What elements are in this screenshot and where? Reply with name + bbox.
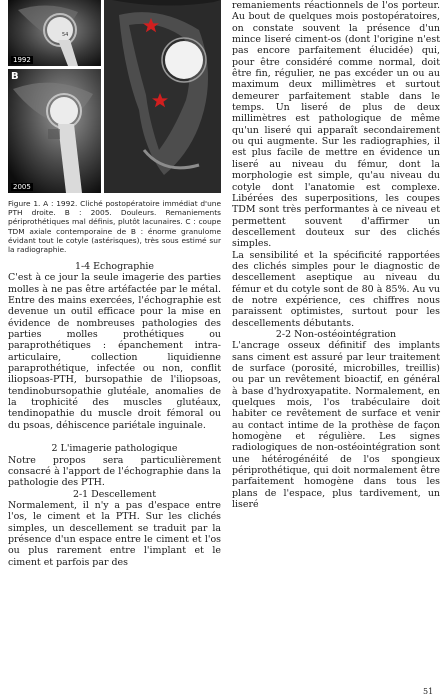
paragraph-descellement: Normalement, il n'y a pas d'espace entre l'os, le ciment et la PTH. Sur les clichés simples, un descellement se traduit par la présence d'un espace entre le ciment et l'os ou plus rarement entre l'implant et le ciment et parfois par des <box>8 499 221 568</box>
panel-a-year-label: 1992 <box>13 56 31 64</box>
paragraph-imagerie-pathologique: Notre propos sera particulièrement consacré à l'apport de l'échographie dans la pathologie des PTH. <box>8 454 221 489</box>
panel-b-year-label: 2005 <box>13 183 31 191</box>
radiograph-panel-b <box>8 69 101 193</box>
figure-caption: Figure 1. A : 1992. Cliché postopératoire immédiat d'une PTH droite. B : 2005. Douleurs. Remaniements périprothétiques mal définis, plutôt lacunaires. C : coupe TDM axiale contemporaine de B : énorme granulome évidant tout le cotyle (astérisques), très sous estimé sur la radiographie. <box>8 199 221 255</box>
right-column <box>232 0 440 510</box>
left-column <box>8 261 221 568</box>
heading-non-osteointegration: 2-2 Non-ostéointégration <box>275 328 397 340</box>
figure-1 <box>8 0 221 196</box>
paragraph-echographie: C'est à ce jour la seule imagerie des parties molles à ne pas être artéfactée par le métal. Entre des mains exercées, l'échographie est devenue un outil efficace pour la mise en évidence de nombreuses pathologies des parties molles prothétiques ou paraprothétiques : épanchement intra-articulaire, collection liquidienne paraprothétique, infectée ou non, conflit iliopsoas-PTH, bursopathie de l'iliopsoas, tendinobursopathie glutéale, anomalies de la trophicité des muscles glutéaux, tendinopathie du muscle droit fémoral ou du psoas, déhiscence pariétale inguinale. <box>8 272 221 431</box>
panel-b-letter: B <box>11 71 19 82</box>
paragraph-non-osteointegration: L'ancrage osseux définitif des implants sans ciment est assuré par leur traitement de surface (porosité, microbilles, treillis) ou par un revêtement bioactif, en général à base d'hydroxyapatite. Normalement, en quelques mois, l'os trabéculaire doit habiter ce revêtement de surface et venir au contact intime de la prothèse de façon homogène et régulière. Les signes radiologiques de non-ostéointégration sont une hétérogénéité de l'os spongieux périprothétique, qui doit normalement être parfaitement homogène dans tous les plans de l'espace, plus tardivement, un liseré <box>232 340 440 511</box>
svg-text:54: 54 <box>62 32 69 38</box>
hip-radiograph-2005 <box>8 69 101 193</box>
heading-descellement: 2-1 Descellement <box>72 488 157 500</box>
paragraph-liseré: remaniements réactionnels de l'os porteur. Au bout de quelques mois postopératoires, on constate souvent la présence d'un mince liseré ciment-os (dont l'origine n'est pas encore parfaitement élucidée) qui, pour être considéré comme normal, doit être fin, régulier, ne pas excéder un ou au maximum deux millimètres et surtout demeurer parfaitement stable dans le temps. Un liseré de plus de deux millimètres est pathologique de même qu'un liseré qui apparaît secondairement ou qui augmente. Sur les radiographies, il est plus facile de mettre en évidence un liseré au niveau du fémur, dont la morphologie est simple, qu'au niveau du cotyle dont l'anatomie est complexe. Libérées des superpositions, les coupes TDM sont très performantes à ce niveau et permettent souvent d'affirmer un descellement douteux sur des clichés simples. <box>232 0 440 250</box>
paragraph-sensibilite: La sensibilité et la spécificité rapportées des clichés simples pour le diagnostic de descellement aseptique au niveau du fémur et du cotyle sont de 80 à 85%. Au vu de notre expérience, ces chiffres nous paraissent optimistes, surtout pour les descellements débutants. <box>232 249 440 329</box>
axial-ct-slice <box>104 0 221 193</box>
heading-imagerie-pathologique: 2 L'imagerie pathologique <box>51 443 178 455</box>
ct-scan-panel-c <box>104 0 221 193</box>
page-number: 51 <box>423 687 434 696</box>
heading-echographie: 1-4 Echographie <box>74 261 155 272</box>
radiograph-panel-a <box>8 0 101 66</box>
